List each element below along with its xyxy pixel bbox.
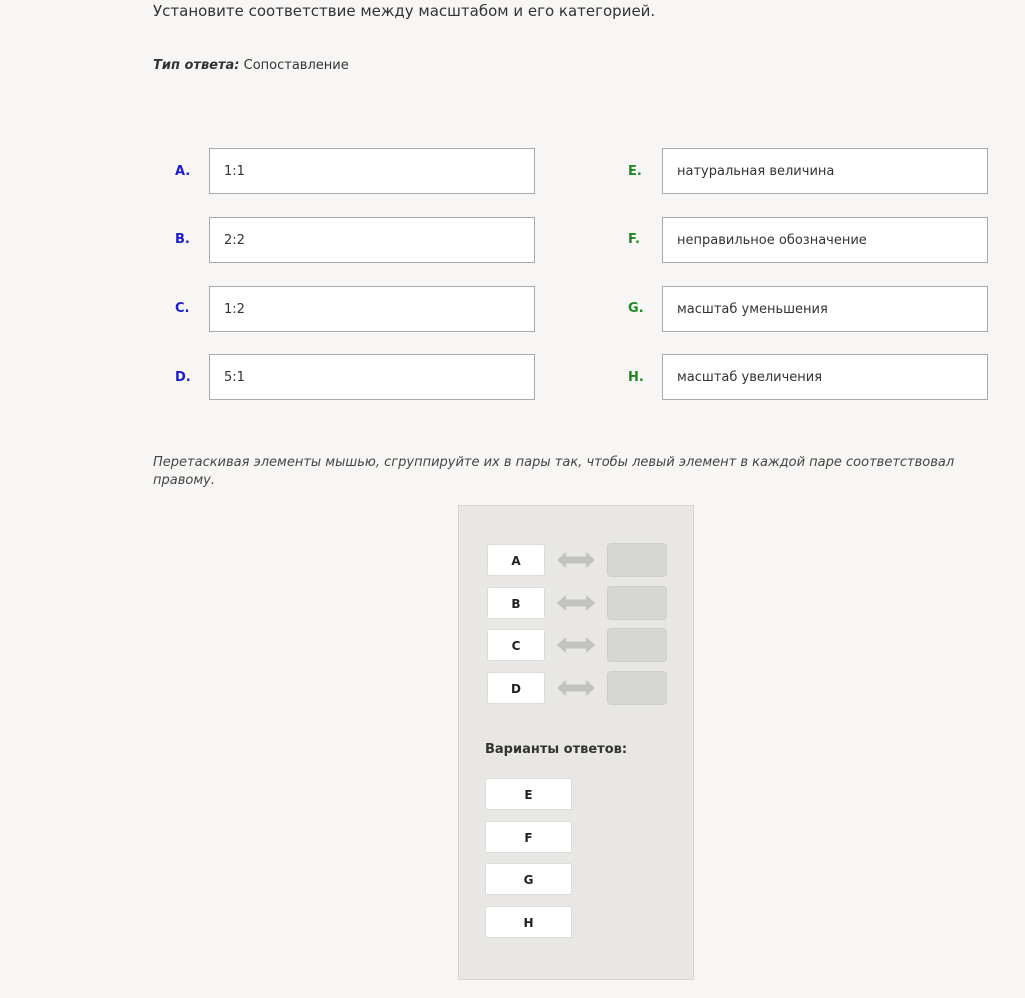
- double-arrow-icon: [557, 595, 595, 611]
- right-item-letter: F.: [628, 232, 640, 247]
- pair-left-tile[interactable]: D: [487, 672, 545, 704]
- drop-slot[interactable]: [607, 671, 667, 705]
- option-tile[interactable]: G: [485, 863, 572, 895]
- double-arrow-icon: [557, 552, 595, 568]
- pair-left-tile[interactable]: B: [487, 587, 545, 619]
- left-item-letter: D.: [175, 370, 191, 385]
- drop-slot[interactable]: [607, 628, 667, 662]
- left-item-letter: C.: [175, 301, 190, 316]
- left-item-box: 2:2: [209, 217, 535, 263]
- left-item-letter: A.: [175, 164, 191, 179]
- double-arrow-icon: [557, 637, 595, 653]
- pair-left-tile[interactable]: C: [487, 629, 545, 661]
- double-arrow-icon: [557, 680, 595, 696]
- option-tile[interactable]: F: [485, 821, 572, 853]
- drop-slot[interactable]: [607, 586, 667, 620]
- answer-type-label: Тип ответа:: [153, 58, 240, 73]
- left-item-box: 1:1: [209, 148, 535, 194]
- right-item-box: неправильное обозначение: [662, 217, 988, 263]
- option-tile[interactable]: E: [485, 778, 572, 810]
- right-item-letter: G.: [628, 301, 644, 316]
- answer-type-value: Сопоставление: [243, 58, 349, 73]
- matching-panel: [458, 505, 694, 980]
- question-text: Установите соответствие между масштабом и его категорией.: [153, 2, 656, 20]
- right-item-letter: H.: [628, 370, 644, 385]
- drop-slot[interactable]: [607, 543, 667, 577]
- instruction-text: Перетаскивая элементы мышью, сгруппируйте их в пары так, чтобы левый элемент в каждой паре соответствовал правому.: [153, 455, 955, 488]
- right-item-letter: E.: [628, 164, 642, 179]
- right-item-box: масштаб уменьшения: [662, 286, 988, 332]
- answer-type: [153, 58, 349, 73]
- right-item-box: масштаб увеличения: [662, 354, 988, 400]
- option-tile[interactable]: H: [485, 906, 572, 938]
- pair-left-tile[interactable]: A: [487, 544, 545, 576]
- left-item-box: 5:1: [209, 354, 535, 400]
- options-heading: Варианты ответов:: [485, 742, 628, 757]
- left-item-box: 1:2: [209, 286, 535, 332]
- right-item-box: натуральная величина: [662, 148, 988, 194]
- left-item-letter: B.: [175, 232, 190, 247]
